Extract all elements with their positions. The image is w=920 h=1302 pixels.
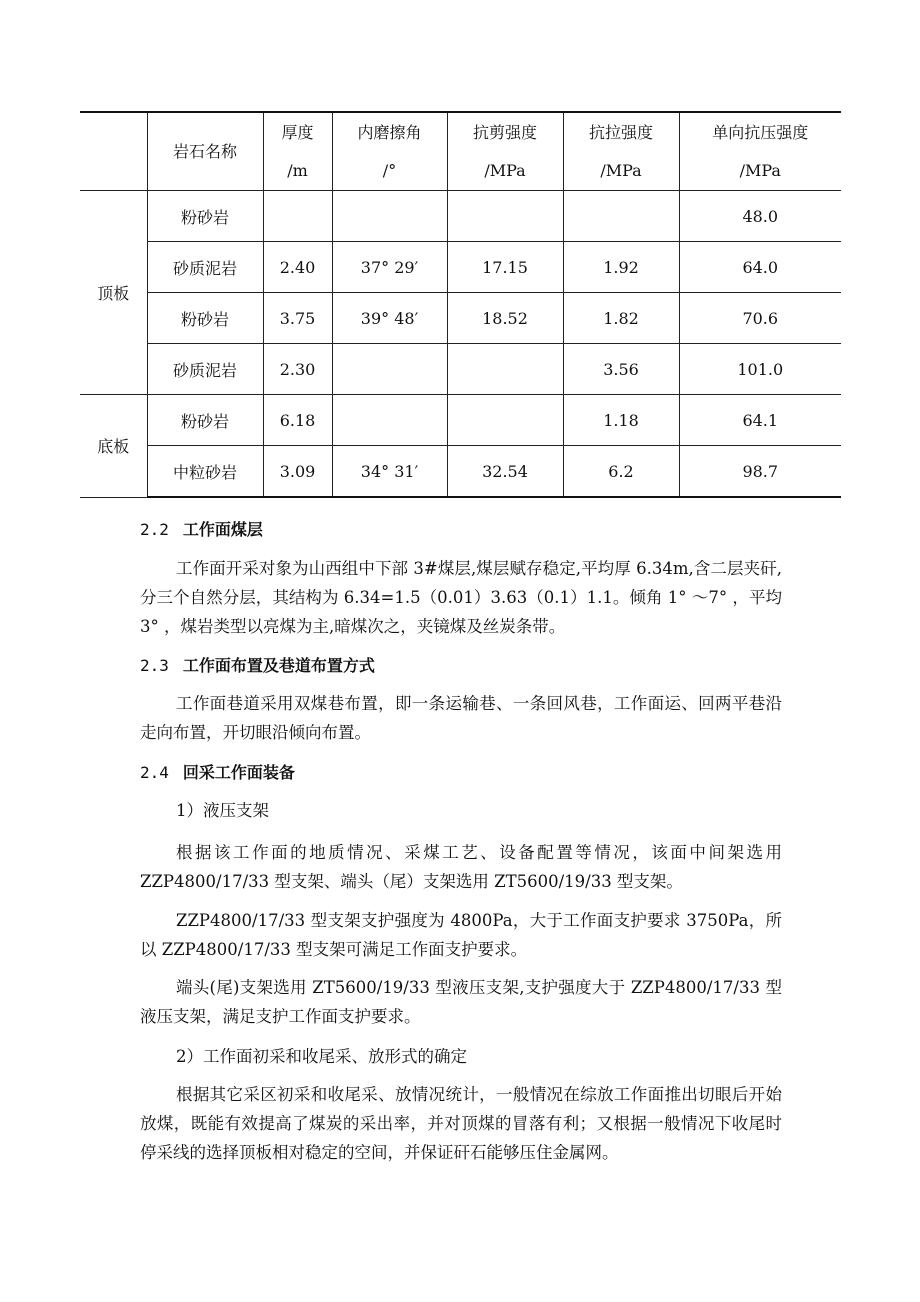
table-cell: 砂质泥岩 <box>147 344 263 395</box>
table-cell: 101.0 <box>679 344 841 395</box>
paragraph-coal-seam <box>140 554 782 641</box>
table-cell: 98.7 <box>679 446 841 498</box>
section-title: 工作面煤层 <box>182 520 263 539</box>
header-cell-tensile-strength <box>563 112 679 191</box>
table-row <box>80 293 841 344</box>
table-row <box>80 446 841 498</box>
paragraph-support-strength <box>140 906 782 964</box>
table-cell: 1.92 <box>563 242 679 293</box>
table-cell <box>263 191 332 242</box>
section-title: 工作面布置及巷道布置方式 <box>182 656 375 675</box>
table-cell: 70.6 <box>679 293 841 344</box>
table-cell: 2.40 <box>263 242 332 293</box>
header-label: 抗拉强度 <box>588 122 653 142</box>
table-cell: 64.0 <box>679 242 841 293</box>
table-cell: 砂质泥岩 <box>147 242 263 293</box>
paragraph-text: 根据该工作面的地质情况、采煤工艺、设备配置等情况，该面中间架选用 ZZP4800/17/33 型支架、端头（尾）支架选用 ZT5600/19/33 型支架。 <box>140 843 782 891</box>
table-cell <box>447 191 563 242</box>
header-unit: /° <box>382 160 397 180</box>
table-cell: 6.2 <box>563 446 679 498</box>
table-cell <box>447 344 563 395</box>
section-heading-2-2 <box>140 517 263 540</box>
table-cell: 2.30 <box>263 344 332 395</box>
table-header-row <box>80 112 841 191</box>
paragraph-initial-final-mining <box>140 1080 782 1167</box>
table-cell: 6.18 <box>263 395 332 446</box>
group-cell-floor: 底板 <box>80 395 147 498</box>
table-cell: 48.0 <box>679 191 841 242</box>
header-unit: /MPa <box>600 160 642 180</box>
table-cell <box>563 191 679 242</box>
table-row <box>80 395 841 446</box>
section-number: 2.3 <box>140 656 169 675</box>
rock-properties-table <box>80 111 841 498</box>
table-cell: 中粒砂岩 <box>147 446 263 498</box>
header-cell-friction-angle <box>332 112 447 191</box>
header-label: 抗剪强度 <box>472 122 537 142</box>
table-cell: 粉砂岩 <box>147 293 263 344</box>
table-row <box>80 191 841 242</box>
paragraph-text: 工作面巷道采用双煤巷布置，即一条运输巷、一条回风巷，工作面运、回两平巷沿走向布置，开切眼沿倾向布置。 <box>140 694 782 742</box>
section-title: 回采工作面装备 <box>182 763 295 782</box>
paragraph-text: 端头(尾)支架选用 ZT5600/19/33 型液压支架,支护强度大于 ZZP4800/17/33 型液压支架，满足支护工作面支护要求。 <box>140 978 782 1026</box>
table-cell: 18.52 <box>447 293 563 344</box>
paragraph-text: 工作面开采对象为山西组中下部 3#煤层,煤层赋存稳定,平均厚 6.34m,含二层夹矸,分三个自然分层，其结构为 6.34=1.5（0.01）3.63（0.1）1.1。倾角 1° ～7° ，平均 3° ，煤岩类型以亮煤为主,暗煤次之，夹镜煤及丝炭条带。 <box>140 559 782 636</box>
table-cell <box>332 191 447 242</box>
header-label: 厚度 <box>281 122 314 142</box>
list-item-initial-final-mining: 2）工作面初采和收尾采、放形式的确定 <box>176 1047 467 1066</box>
paragraph-roadway-layout <box>140 689 782 747</box>
section-number: 2.2 <box>140 520 169 539</box>
header-label: 单向抗压强度 <box>712 122 809 142</box>
header-unit: /m <box>287 160 308 180</box>
table-cell: 1.18 <box>563 395 679 446</box>
header-label: 岩石名称 <box>172 141 237 161</box>
paragraph-text: 根据其它采区初采和收尾采、放情况统计，一般情况在综放工作面推出切眼后开始放煤，既能有效提高了煤炭的采出率，并对顶煤的冒落有利；又根据一般情况下收尾时停采线的选择顶板相对稳定的空间，并保证矸石能够压住金属网。 <box>140 1085 782 1162</box>
table-cell: 1.82 <box>563 293 679 344</box>
section-heading-2-3 <box>140 653 375 676</box>
section-heading-2-4 <box>140 760 295 783</box>
header-cell-thickness <box>263 112 332 191</box>
table-cell: 64.1 <box>679 395 841 446</box>
header-cell-compressive-strength <box>679 112 841 191</box>
table-cell: 粉砂岩 <box>147 395 263 446</box>
table-cell: 39° 48′ <box>332 293 447 344</box>
header-unit: /MPa <box>484 160 526 180</box>
table-cell: 3.09 <box>263 446 332 498</box>
table-cell: 34° 31′ <box>332 446 447 498</box>
table-row <box>80 344 841 395</box>
paragraph-end-support <box>140 973 782 1031</box>
header-label: 内磨擦角 <box>357 122 422 142</box>
header-unit: /MPa <box>739 160 781 180</box>
table-cell: 37° 29′ <box>332 242 447 293</box>
header-cell-shear-strength <box>447 112 563 191</box>
group-cell-roof: 顶板 <box>80 191 147 395</box>
table-cell <box>332 395 447 446</box>
list-item-hydraulic-support: 1）液压支架 <box>176 801 269 820</box>
table-cell <box>332 344 447 395</box>
table-cell: 3.75 <box>263 293 332 344</box>
table-cell: 粉砂岩 <box>147 191 263 242</box>
paragraph-support-selection <box>140 838 782 896</box>
table-cell: 17.15 <box>447 242 563 293</box>
table-cell: 3.56 <box>563 344 679 395</box>
header-cell-rock-name <box>147 112 263 191</box>
section-number: 2.4 <box>140 763 169 782</box>
paragraph-text: ZZP4800/17/33 型支架支护强度为 4800Pa，大于工作面支护要求 3750Pa，所以 ZZP4800/17/33 型支架可满足工作面支护要求。 <box>140 911 782 959</box>
table-cell <box>447 395 563 446</box>
header-cell-group <box>80 112 147 191</box>
table-row <box>80 242 841 293</box>
table-cell: 32.54 <box>447 446 563 498</box>
